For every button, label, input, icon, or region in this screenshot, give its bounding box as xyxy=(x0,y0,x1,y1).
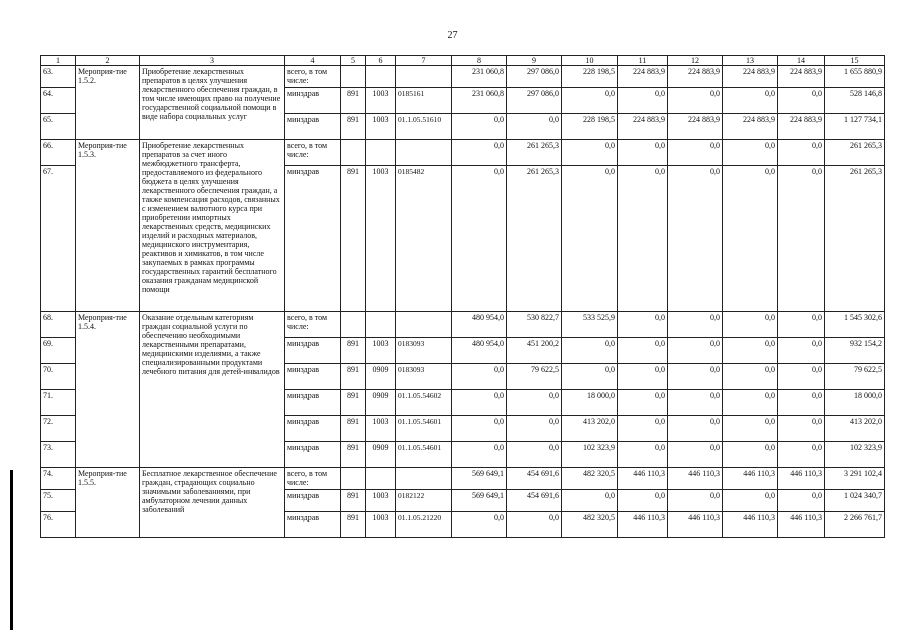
code-subsection: 1003 xyxy=(366,114,396,140)
value-col-11: 224 883,9 xyxy=(618,114,668,140)
code-subsection xyxy=(366,312,396,338)
event-description: Приобретение лекарственных препаратов в целях улучшения лекарственного обеспечения граждан, в том числе имеющих право на получение государственной социальной помощи в виде набора социальных услуг xyxy=(140,66,285,140)
value-col-12: 446 110,3 xyxy=(668,468,723,490)
header-cell: 12 xyxy=(668,56,723,66)
value-col-8: 0,0 xyxy=(452,390,507,416)
value-col-11: 0,0 xyxy=(618,490,668,512)
header-cell: 6 xyxy=(366,56,396,66)
value-total: 102 323,9 xyxy=(825,442,885,468)
value-col-10: 0,0 xyxy=(562,166,618,312)
value-col-8: 0,0 xyxy=(452,442,507,468)
header-cell: 1 xyxy=(41,56,76,66)
code-section: 891 xyxy=(341,88,366,114)
code-subsection: 0909 xyxy=(366,390,396,416)
value-col-12: 0,0 xyxy=(668,166,723,312)
header-cell: 8 xyxy=(452,56,507,66)
code-section: 891 xyxy=(341,512,366,538)
value-col-14: 0,0 xyxy=(778,312,825,338)
code-section: 891 xyxy=(341,490,366,512)
code-subsection: 0909 xyxy=(366,364,396,390)
row-number: 75. xyxy=(41,490,76,512)
value-col-13: 0,0 xyxy=(723,490,778,512)
row-number: 68. xyxy=(41,312,76,338)
value-col-9: 0,0 xyxy=(507,442,562,468)
event-description: Оказание отдельным категориям граждан социальной услуги по обеспечению необходимыми лекарственными препаратами, медицинскими изделиями, а также специализированными продуктами лечебного питания для детей-инвалидов xyxy=(140,312,285,468)
code-subsection: 1003 xyxy=(366,416,396,442)
value-col-9: 261 265,3 xyxy=(507,140,562,166)
event-description: Бесплатное лекарственное обеспечение граждан, страдающих социально значимыми заболеваниями, при амбулаторном лечении данных заболеваний xyxy=(140,468,285,538)
value-total: 932 154,2 xyxy=(825,338,885,364)
code-subsection: 1003 xyxy=(366,166,396,312)
value-col-9: 297 086,0 xyxy=(507,88,562,114)
value-col-11: 0,0 xyxy=(618,166,668,312)
event-name: Мероприя-тие 1.5.3. xyxy=(76,140,140,312)
code-section xyxy=(341,468,366,490)
row-number: 76. xyxy=(41,512,76,538)
value-col-9: 0,0 xyxy=(507,114,562,140)
header-cell: 7 xyxy=(396,56,452,66)
executor: минздрав xyxy=(285,442,341,468)
value-col-11: 446 110,3 xyxy=(618,468,668,490)
code-article xyxy=(396,312,452,338)
executor: минздрав xyxy=(285,364,341,390)
value-col-10: 0,0 xyxy=(562,140,618,166)
executor: минздрав xyxy=(285,166,341,312)
value-col-12: 224 883,9 xyxy=(668,66,723,88)
value-col-14: 0,0 xyxy=(778,490,825,512)
header-cell: 4 xyxy=(285,56,341,66)
value-col-13: 0,0 xyxy=(723,442,778,468)
value-col-14: 0,0 xyxy=(778,364,825,390)
value-col-14: 0,0 xyxy=(778,416,825,442)
value-col-14: 446 110,3 xyxy=(778,512,825,538)
header-cell: 5 xyxy=(341,56,366,66)
code-section: 891 xyxy=(341,166,366,312)
value-total: 1 545 302,6 xyxy=(825,312,885,338)
value-col-13: 0,0 xyxy=(723,166,778,312)
header-cell: 2 xyxy=(76,56,140,66)
executor: всего, в том числе: xyxy=(285,66,341,88)
value-col-8: 0,0 xyxy=(452,416,507,442)
value-col-9: 451 200,2 xyxy=(507,338,562,364)
value-col-10: 0,0 xyxy=(562,364,618,390)
executor: всего, в том числе: xyxy=(285,468,341,490)
code-subsection xyxy=(366,468,396,490)
code-subsection xyxy=(366,140,396,166)
value-col-12: 0,0 xyxy=(668,364,723,390)
value-col-10: 18 000,0 xyxy=(562,390,618,416)
code-article: 01.1.05.21220 xyxy=(396,512,452,538)
value-col-12: 224 883,9 xyxy=(668,114,723,140)
code-article: 01.1.05.54601 xyxy=(396,442,452,468)
code-subsection: 1003 xyxy=(366,490,396,512)
event-description: Приобретение лекарственных препаратов за счет иного межбюджетного трансферта, предоставляемого из федерального бюджета в целях улучшения лекарственного обеспечения граждан, а также компенсация расходов, связанных с изменением валютного курса при приобретении импортных лекарственных средств, медицинских изделий и расходных материалов, медицинского инструментария, реактивов и химикатов, в том числе закупаемых в рамках программы государственных гарантий бесплатного оказания гражданам медицинской помощи xyxy=(140,140,285,312)
value-col-13: 446 110,3 xyxy=(723,468,778,490)
table-row xyxy=(41,312,885,338)
value-col-14: 0,0 xyxy=(778,338,825,364)
value-col-9: 0,0 xyxy=(507,512,562,538)
row-number: 63. xyxy=(41,66,76,88)
value-col-8: 0,0 xyxy=(452,140,507,166)
value-col-13: 0,0 xyxy=(723,140,778,166)
value-col-8: 0,0 xyxy=(452,364,507,390)
row-number: 67. xyxy=(41,166,76,312)
value-col-11: 0,0 xyxy=(618,416,668,442)
code-section xyxy=(341,66,366,88)
margin-bar xyxy=(10,470,13,630)
value-col-10: 228 198,5 xyxy=(562,66,618,88)
value-col-14: 0,0 xyxy=(778,166,825,312)
value-col-11: 0,0 xyxy=(618,390,668,416)
code-article: 0183093 xyxy=(396,364,452,390)
code-article: 0185482 xyxy=(396,166,452,312)
code-section: 891 xyxy=(341,338,366,364)
value-col-11: 0,0 xyxy=(618,364,668,390)
code-article: 0183093 xyxy=(396,338,452,364)
code-subsection xyxy=(366,66,396,88)
executor: минздрав xyxy=(285,490,341,512)
value-total: 79 622,5 xyxy=(825,364,885,390)
value-total: 1 655 880,9 xyxy=(825,66,885,88)
code-subsection: 0909 xyxy=(366,442,396,468)
value-col-12: 0,0 xyxy=(668,390,723,416)
table-body xyxy=(41,66,885,538)
executor: минздрав xyxy=(285,114,341,140)
code-section: 891 xyxy=(341,114,366,140)
code-subsection: 1003 xyxy=(366,512,396,538)
row-number: 74. xyxy=(41,468,76,490)
header-cell: 9 xyxy=(507,56,562,66)
value-col-9: 0,0 xyxy=(507,390,562,416)
code-article xyxy=(396,66,452,88)
value-total: 1 024 340,7 xyxy=(825,490,885,512)
value-col-13: 0,0 xyxy=(723,312,778,338)
code-section xyxy=(341,140,366,166)
value-col-10: 0,0 xyxy=(562,338,618,364)
table-row xyxy=(41,468,885,490)
row-number: 71. xyxy=(41,390,76,416)
value-total: 1 127 734,1 xyxy=(825,114,885,140)
row-number: 66. xyxy=(41,140,76,166)
value-col-13: 224 883,9 xyxy=(723,114,778,140)
code-article: 01.1.05.51610 xyxy=(396,114,452,140)
row-number: 64. xyxy=(41,88,76,114)
value-col-14: 0,0 xyxy=(778,442,825,468)
value-col-14: 0,0 xyxy=(778,140,825,166)
code-article: 01.1.05.54601 xyxy=(396,416,452,442)
value-col-10: 482 320,5 xyxy=(562,512,618,538)
value-col-9: 454 691,6 xyxy=(507,490,562,512)
value-col-8: 0,0 xyxy=(452,512,507,538)
value-col-11: 0,0 xyxy=(618,338,668,364)
table-row xyxy=(41,66,885,88)
value-col-14: 224 883,9 xyxy=(778,114,825,140)
executor: минздрав xyxy=(285,416,341,442)
executor: всего, в том числе: xyxy=(285,312,341,338)
value-col-9: 530 822,7 xyxy=(507,312,562,338)
value-total: 18 000,0 xyxy=(825,390,885,416)
row-number: 69. xyxy=(41,338,76,364)
value-col-11: 0,0 xyxy=(618,312,668,338)
code-section: 891 xyxy=(341,390,366,416)
executor: минздрав xyxy=(285,338,341,364)
value-col-8: 569 649,1 xyxy=(452,490,507,512)
value-col-13: 0,0 xyxy=(723,338,778,364)
value-col-8: 480 954,0 xyxy=(452,312,507,338)
executor: минздрав xyxy=(285,88,341,114)
code-article xyxy=(396,140,452,166)
event-name: Мероприя-тие 1.5.2. xyxy=(76,66,140,140)
value-total: 3 291 102,4 xyxy=(825,468,885,490)
code-article: 01.1.05.54602 xyxy=(396,390,452,416)
table-row xyxy=(41,140,885,166)
value-col-11: 0,0 xyxy=(618,442,668,468)
value-col-11: 224 883,9 xyxy=(618,66,668,88)
value-col-12: 0,0 xyxy=(668,490,723,512)
value-col-13: 224 883,9 xyxy=(723,66,778,88)
code-section: 891 xyxy=(341,416,366,442)
value-total: 261 265,3 xyxy=(825,140,885,166)
row-number: 70. xyxy=(41,364,76,390)
value-col-14: 446 110,3 xyxy=(778,468,825,490)
header-cell: 15 xyxy=(825,56,885,66)
header-cell: 10 xyxy=(562,56,618,66)
value-col-10: 413 202,0 xyxy=(562,416,618,442)
value-col-9: 454 691,6 xyxy=(507,468,562,490)
value-col-13: 0,0 xyxy=(723,390,778,416)
code-section: 891 xyxy=(341,442,366,468)
value-col-12: 0,0 xyxy=(668,442,723,468)
value-total: 2 266 761,7 xyxy=(825,512,885,538)
header-cell: 3 xyxy=(140,56,285,66)
value-col-12: 0,0 xyxy=(668,416,723,442)
code-section: 891 xyxy=(341,364,366,390)
value-col-9: 79 622,5 xyxy=(507,364,562,390)
code-subsection: 1003 xyxy=(366,338,396,364)
value-col-12: 0,0 xyxy=(668,338,723,364)
code-article: 0182122 xyxy=(396,490,452,512)
value-col-12: 0,0 xyxy=(668,88,723,114)
value-col-11: 446 110,3 xyxy=(618,512,668,538)
value-col-8: 0,0 xyxy=(452,166,507,312)
value-col-10: 102 323,9 xyxy=(562,442,618,468)
row-number: 73. xyxy=(41,442,76,468)
value-col-14: 0,0 xyxy=(778,88,825,114)
value-col-13: 0,0 xyxy=(723,88,778,114)
value-col-10: 228 198,5 xyxy=(562,114,618,140)
header-cell: 14 xyxy=(778,56,825,66)
value-total: 261 265,3 xyxy=(825,166,885,312)
value-col-10: 0,0 xyxy=(562,88,618,114)
page-number: 27 xyxy=(447,30,458,41)
value-col-9: 261 265,3 xyxy=(507,166,562,312)
value-col-12: 0,0 xyxy=(668,140,723,166)
row-number: 72. xyxy=(41,416,76,442)
executor: всего, в том числе: xyxy=(285,140,341,166)
value-total: 413 202,0 xyxy=(825,416,885,442)
value-col-11: 0,0 xyxy=(618,140,668,166)
code-section xyxy=(341,312,366,338)
table-header xyxy=(41,56,885,66)
value-col-12: 0,0 xyxy=(668,312,723,338)
value-col-13: 0,0 xyxy=(723,416,778,442)
code-article xyxy=(396,468,452,490)
value-col-8: 231 060,8 xyxy=(452,66,507,88)
header-cell: 11 xyxy=(618,56,668,66)
value-col-9: 0,0 xyxy=(507,416,562,442)
event-name: Мероприя-тие 1.5.4. xyxy=(76,312,140,468)
value-col-14: 224 883,9 xyxy=(778,66,825,88)
row-number: 65. xyxy=(41,114,76,140)
code-article: 0185161 xyxy=(396,88,452,114)
value-col-10: 482 320,5 xyxy=(562,468,618,490)
value-col-10: 533 525,9 xyxy=(562,312,618,338)
value-col-8: 569 649,1 xyxy=(452,468,507,490)
value-col-13: 446 110,3 xyxy=(723,512,778,538)
code-subsection: 1003 xyxy=(366,88,396,114)
value-col-9: 297 086,0 xyxy=(507,66,562,88)
event-name: Мероприя-тие 1.5.5. xyxy=(76,468,140,538)
value-col-13: 0,0 xyxy=(723,364,778,390)
executor: минздрав xyxy=(285,390,341,416)
value-col-12: 446 110,3 xyxy=(668,512,723,538)
value-total: 528 146,8 xyxy=(825,88,885,114)
executor: минздрав xyxy=(285,512,341,538)
value-col-10: 0,0 xyxy=(562,490,618,512)
value-col-8: 480 954,0 xyxy=(452,338,507,364)
value-col-11: 0,0 xyxy=(618,88,668,114)
header-cell: 13 xyxy=(723,56,778,66)
value-col-8: 231 060,8 xyxy=(452,88,507,114)
value-col-14: 0,0 xyxy=(778,390,825,416)
value-col-8: 0,0 xyxy=(452,114,507,140)
program-table xyxy=(40,55,885,538)
